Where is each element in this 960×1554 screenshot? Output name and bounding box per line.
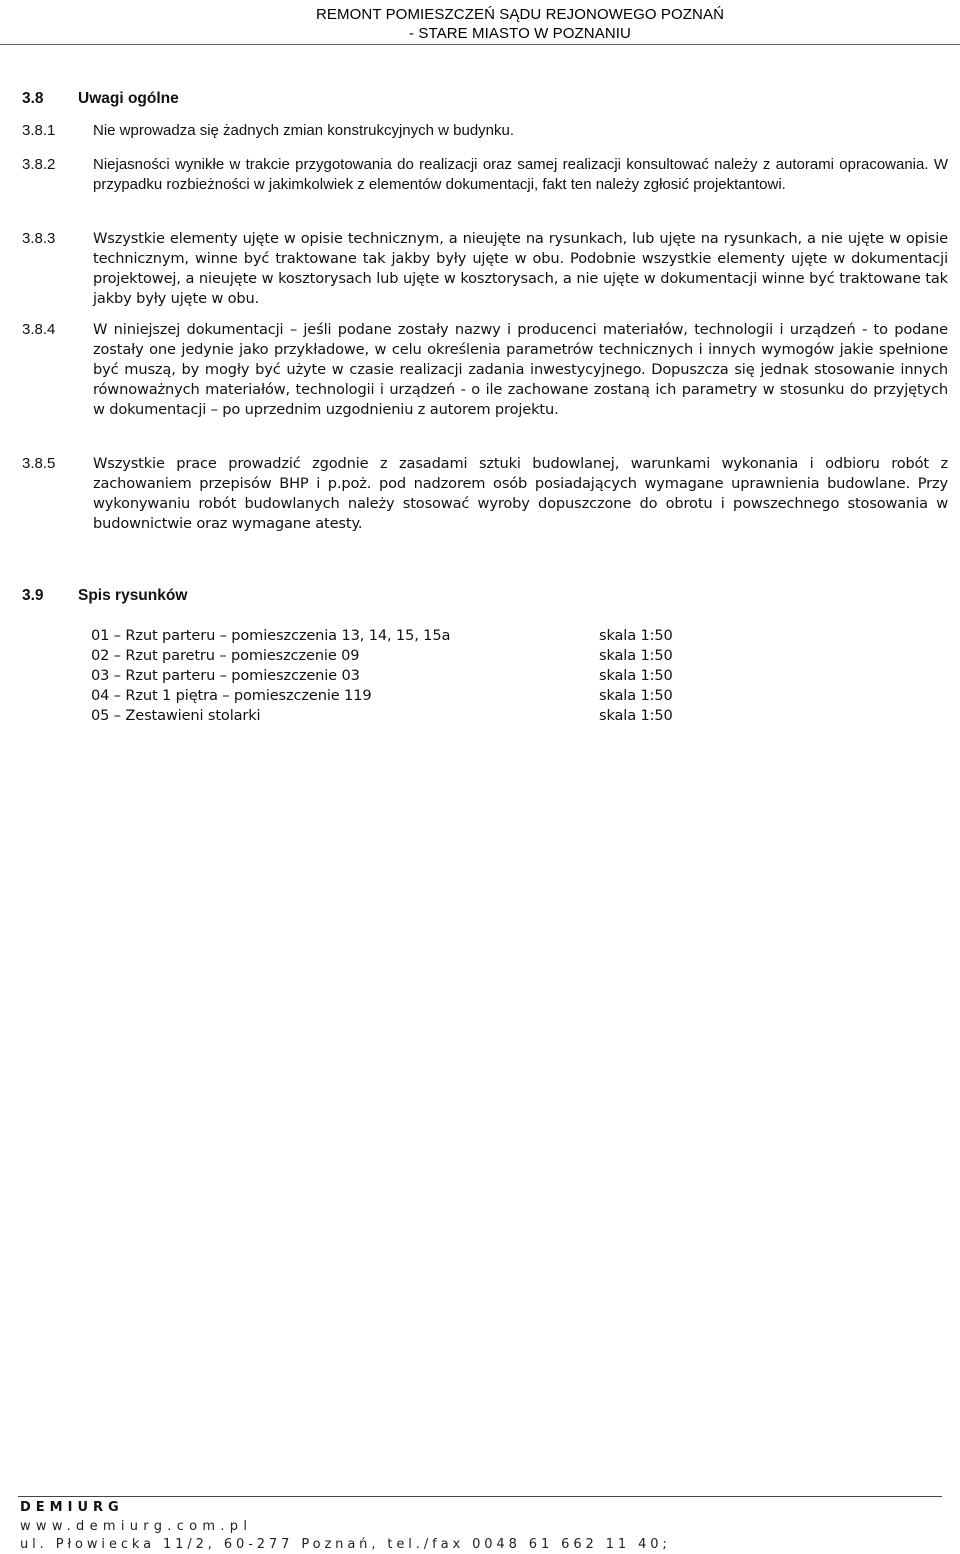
- item-number: 3.8.1: [22, 122, 56, 139]
- page-header: [0, 0, 960, 45]
- list-item-3-8-3: [22, 229, 950, 309]
- drawing-name: 05 – Zestawieni stolarki: [91, 707, 261, 724]
- drawing-scale: skala 1:50: [599, 687, 673, 704]
- section-heading-3-9: [22, 587, 187, 605]
- list-item-3-8-5: [22, 454, 950, 534]
- list-item-3-8-4: [22, 320, 950, 420]
- drawing-scale: skala 1:50: [599, 647, 673, 664]
- section-heading-3-8: [22, 90, 179, 108]
- item-text: Nie wprowadza się żadnych zmian konstrukcyjnych w budynku.: [93, 122, 515, 139]
- section-number: 3.8: [22, 90, 44, 107]
- drawing-scale: skala 1:50: [599, 667, 673, 684]
- drawing-row: [91, 626, 691, 646]
- item-text: W niniejszej dokumentacji – jeśli podane zostały nazwy i producenci materiałów, technologii i urządzeń - to podane zostały one jedynie jako przykładowe, w celu określenia parametrów technicznych i innych wymogów jakie spełnione być muszą, by mogły być użyte w czasie realizacji zadania inwestycyjnego. Dopuszcza się jednak stosowanie innych równoważnych materiałów, technologii i urządzeń - o ile zachowane zostaną ich parametry w stosunku do przyjętych w dokumentacji – po uprzednim uzgodnieniu z autorem projektu.: [93, 321, 948, 418]
- item-number: 3.8.5: [22, 455, 56, 472]
- footer-website: www.demiurg.com.pl: [20, 1519, 253, 1534]
- drawing-name: 01 – Rzut parteru – pomieszczenia 13, 14, 15, 15a: [91, 627, 451, 644]
- list-item-3-8-2: [22, 155, 950, 195]
- section-number: 3.9: [22, 587, 44, 604]
- drawing-row: [91, 666, 691, 686]
- drawing-row: [91, 706, 691, 726]
- footer-divider: [18, 1496, 942, 1497]
- drawing-name: 02 – Rzut paretru – pomieszczenie 09: [91, 647, 360, 664]
- section-title: Spis rysunków: [78, 587, 188, 604]
- item-text: Wszystkie elementy ujęte w opisie technicznym, a nieujęte na rysunkach, lub ujęte na rysunkach, a nie ujęte w opisie technicznym, winne być traktowane tak jakby były ujęte w obu. Podobnie wszystkie elementy ujęte w dokumentacji projektowej, a nieujęte w kosztorysach lub ujęte w kosztorysach, a nie ujęte w dokumentacji winne być traktowane tak jakby były ujęte w obu.: [93, 230, 948, 307]
- footer-address: ul. Płowiecka 11/2, 60-277 Poznań, tel./fax 0048 61 662 11 40;: [20, 1537, 671, 1552]
- item-text: Wszystkie prace prowadzić zgodnie z zasadami sztuki budowlanej, warunkami wykonania i odbioru robót z zachowaniem przepisów BHP i p.poż. pod nadzorem osób posiadających wymagane uprawnienia budowlane. Przy wykonywaniu robót budowlanych należy stosować wyroby dopuszczone do obrotu i powszechnego stosowania w budownictwie oraz wymagane atesty.: [93, 455, 948, 532]
- item-number: 3.8.2: [22, 156, 56, 173]
- item-number: 3.8.4: [22, 321, 56, 338]
- header-subtitle: - STARE MIASTO W POZNANIU: [409, 25, 631, 42]
- header-title: REMONT POMIESZCZEŃ SĄDU REJONOWEGO POZNAŃ: [315, 6, 724, 23]
- item-text: Niejasności wynikłe w trakcie przygotowania do realizacji oraz samej realizacji konsultować należy z autorami opracowania. W przypadku rozbieżności w jakimkolwiek z elementów dokumentacji, fakt ten należy zgłosić projektantowi.: [93, 156, 948, 193]
- drawing-name: 03 – Rzut parteru – pomieszczenie 03: [91, 667, 360, 684]
- drawing-list: [91, 626, 691, 726]
- footer-brand: DEMIURG: [20, 1500, 124, 1515]
- drawing-scale: skala 1:50: [599, 627, 673, 644]
- list-item-3-8-1: [22, 121, 950, 141]
- drawing-name: 04 – Rzut 1 piętra – pomieszczenie 119: [91, 687, 372, 704]
- drawing-scale: skala 1:50: [599, 707, 673, 724]
- item-number: 3.8.3: [22, 230, 56, 247]
- section-title: Uwagi ogólne: [78, 90, 179, 107]
- drawing-row: [91, 686, 691, 706]
- drawing-row: [91, 646, 691, 666]
